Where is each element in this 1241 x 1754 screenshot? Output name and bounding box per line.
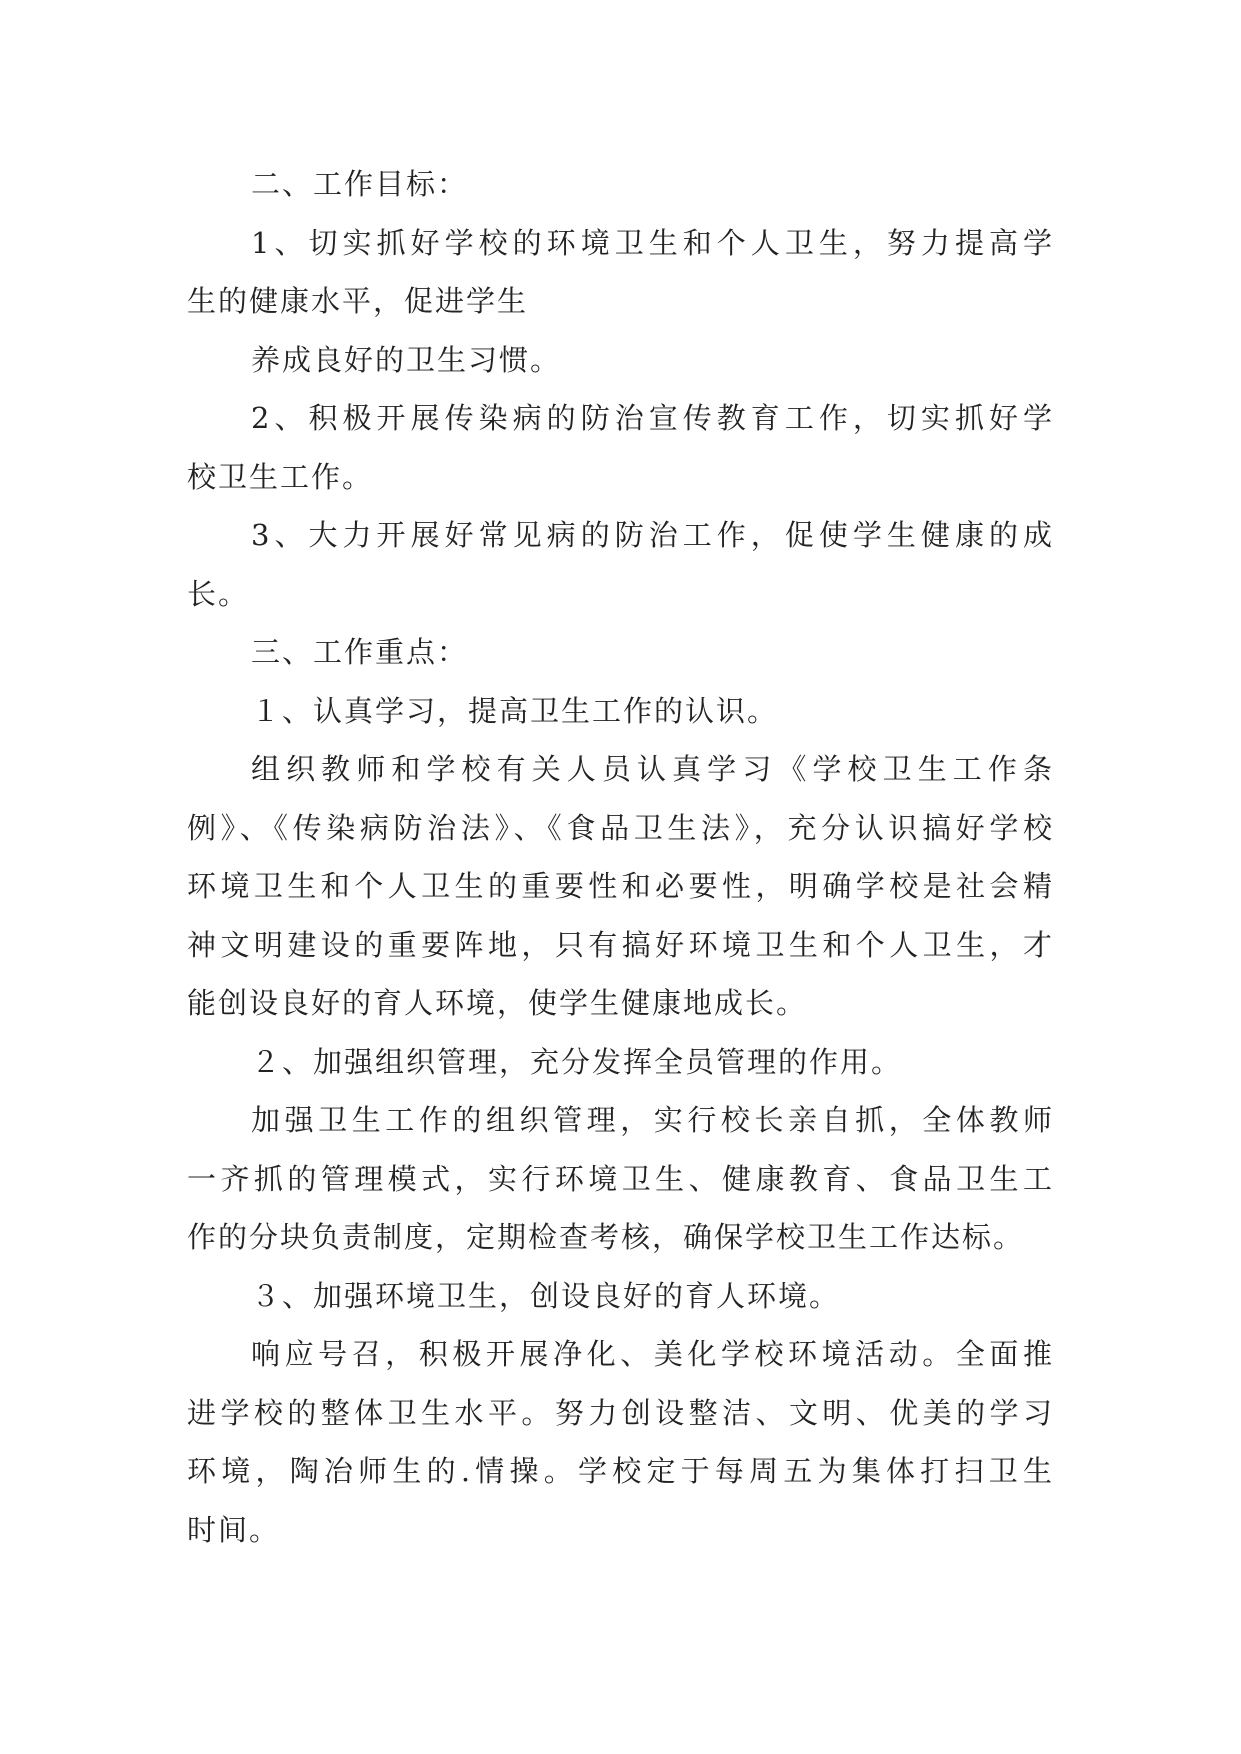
- text-line: 环境，陶冶师生的.情操。学校定于每周五为集体打扫卫生: [187, 1454, 1054, 1488]
- text-line: １、认真学习，提高卫生工作的认识。: [251, 693, 779, 728]
- text-line: 二、工作目标：: [251, 167, 469, 201]
- subheading: [187, 682, 1054, 741]
- goal-item: [187, 389, 1054, 506]
- text-line: 2、积极开展传染病的防治宣传教育工作，切实抓好学: [251, 401, 1054, 435]
- subheading: [187, 1033, 1054, 1092]
- paragraph: [187, 1091, 1054, 1267]
- text-line: 1、切实抓好学校的环境卫生和个人卫生，努力提高学: [251, 225, 1054, 260]
- text-line: 环境卫生和个人卫生的重要性和必要性，明确学校是社会精: [187, 869, 1054, 903]
- text-line: 作的分块负责制度，定期检查考核，确保学校卫生工作达标。: [187, 1220, 1025, 1254]
- section-heading: [187, 623, 1054, 682]
- text-line: 进学校的整体卫生水平。努力创设整洁、文明、优美的学习: [187, 1395, 1054, 1430]
- text-line: 长。: [187, 576, 250, 611]
- document-body: [187, 155, 1054, 1559]
- text-line: ２、加强组织管理，充分发挥全员管理的作用。: [251, 1044, 903, 1079]
- paragraph: [187, 331, 1054, 390]
- text-line: 养成良好的卫生习惯。: [251, 342, 562, 377]
- text-line: 能创设良好的育人环境，使学生健康地成长。: [187, 986, 808, 1020]
- subheading: [187, 1267, 1054, 1326]
- text-line: 校卫生工作。: [187, 459, 374, 494]
- text-line: 例》、《传染病防治法》、《食品卫生法》，充分认识搞好学校: [187, 810, 1054, 845]
- text-line: 生的健康水平，促进学生: [187, 284, 529, 318]
- goal-item: [187, 506, 1054, 623]
- text-line: ３、加强环境卫生，创设良好的育人环境。: [251, 1278, 841, 1313]
- text-line: 时间。: [187, 1512, 281, 1547]
- text-line: 三、工作重点：: [251, 635, 469, 669]
- section-heading: [187, 155, 1054, 214]
- paragraph: [187, 1325, 1054, 1559]
- text-line: 加强卫生工作的组织管理，实行校长亲自抓，全体教师: [251, 1103, 1054, 1137]
- text-line: 神文明建设的重要阵地，只有搞好环境卫生和个人卫生，才: [187, 927, 1054, 962]
- paragraph: [187, 740, 1054, 1033]
- text-line: 组织教师和学校有关人员认真学习《学校卫生工作条: [251, 752, 1054, 786]
- text-line: 响应号召，积极开展净化、美化学校环境活动。全面推: [251, 1337, 1054, 1371]
- text-line: 3、大力开展好常见病的防治工作，促使学生健康的成: [251, 518, 1054, 552]
- text-line: 一齐抓的管理模式，实行环境卫生、健康教育、食品卫生工: [187, 1161, 1054, 1196]
- goal-item: [187, 214, 1054, 331]
